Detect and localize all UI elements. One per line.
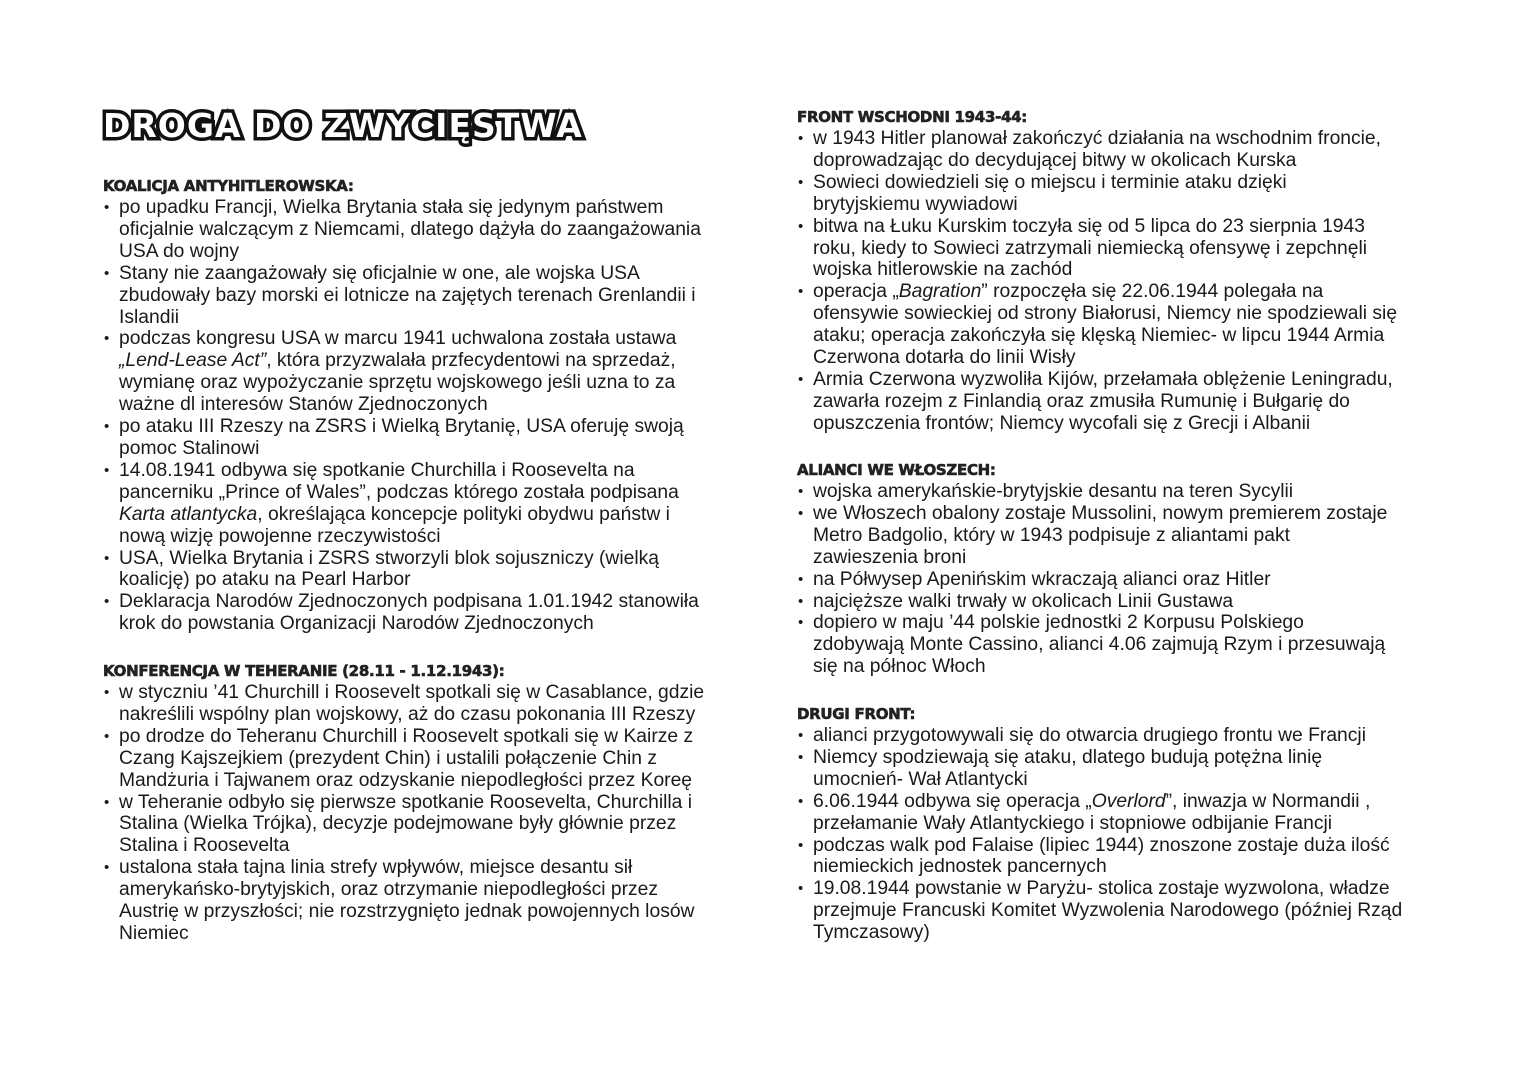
italic-term: Bagration [898, 281, 982, 303]
list-item [797, 369, 1397, 435]
list-item [103, 857, 704, 945]
item-text: w 1943 Hitler planował zakończyć działania na wschodnim froncie, doprowadzając do decydującej bitwy w okolicach Kurska [813, 128, 1382, 171]
item-text: alianci przygotowywali się do otwarcia drugiego frontu we Francji [813, 725, 1366, 746]
section-teheran [103, 660, 704, 945]
item-text: najcięższe walki trwały w okolicach Linii Gustawa [813, 590, 1234, 612]
section-heading: ALIANCI WE WŁOSZECH: [797, 461, 996, 479]
item-text: 19.08.1944 powstanie w Paryżu- stolica zostaje wyzwolona, władze przejmuje Francuski Komitet Wyzwolenia Narodowego (później Rząd Tymczasowy) [813, 878, 1403, 944]
item-text: podczas kongresu USA w marcu 1941 uchwalona została ustawa [119, 328, 677, 350]
list-item [797, 569, 1387, 591]
list-item [103, 792, 704, 858]
item-text: w Teheranie odbyło się pierwsze spotkanie Roosevelta, Churchilla i Stalina (Wielka Trójka), decyzje podejmowane były głównie przez Stalina i Roosevelta [119, 791, 693, 857]
list-item [103, 416, 701, 460]
item-text: we Włoszech obalony zostaje Mussolini, nowym premierem zostaje Metro Badgolio, który w 1943 podpisuje z aliantami pakt zawieszenia broni [813, 502, 1388, 568]
item-text: Deklaracja Narodów Zjednoczonych podpisana 1.01.1942 stanowiła krok do powstania Organizacji Narodów Zjednoczonych [119, 591, 699, 635]
item-text: ”, inwazja w Normandii , przełamanie Wały Atlantyckiego i stopniowe odbijanie Francji [813, 790, 1371, 834]
section-alianci-we-wloszech [797, 459, 1387, 678]
item-text: Armia Czerwona wyzwoliła Kijów, przełamała oblężenie Leningradu, zawarła rozejm z Finlandią oraz zmusiła Rumunię i Bułgarię do opuszczenia frontów; Niemcy wycofali się z Grecji i Albanii [813, 368, 1393, 434]
list-item [103, 328, 701, 416]
bullet-list [797, 128, 1397, 435]
list-item [797, 172, 1397, 216]
list-item [103, 726, 704, 792]
section-drugi-front [797, 703, 1402, 944]
list-item [103, 460, 701, 548]
list-item [797, 281, 1397, 369]
list-item [103, 197, 701, 263]
item-text: 6.06.1944 odbywa się operacja „ [813, 790, 1092, 812]
item-text: podczas walk pod Falaise (lipiec 1944) znoszone zostaje duża ilość niemieckich jednostek pancernych [813, 834, 1390, 878]
list-item [797, 612, 1387, 678]
list-item [797, 791, 1402, 835]
list-item [797, 216, 1397, 282]
list-item [797, 878, 1402, 944]
item-text: , która przyzwalała przfecydentowi na sprzedaż, wymianę oraz wypożyczanie sprzętu wojskowego jeśli uzna to za ważne dl interesów Stanów Zjednoczonych [119, 350, 676, 416]
bullet-list [797, 725, 1402, 944]
page-title: DROGA DO ZWYCIĘSTWA [103, 106, 583, 145]
bullet-list [797, 481, 1387, 678]
item-text: USA, Wielka Brytania i ZSRS stworzyli blok sojuszniczy (wielką koalicję) po ataku na Pearl Harbor [119, 547, 660, 591]
bullet-list [103, 682, 704, 945]
item-text: bitwa na Łuku Kurskim toczyła się od 5 lipca do 23 sierpnia 1943 roku, kiedy to Sowieci zatrzymali niemiecką ofensywę i zepchnęli wojska hitlerowskie na zachód [813, 215, 1368, 281]
item-text: w styczniu ’41 Churchill i Roosevelt spotkali się w Casablance, gdzie nakreślili wspólny plan wojskowy, aż do czasu pokonania III Rzeszy [119, 682, 705, 725]
section-heading: KOALICJA ANTYHITLEROWSKA: [103, 177, 354, 195]
list-item [797, 481, 1387, 503]
item-text: wojska amerykańskie-brytyjskie desantu na teren Sycylii [813, 481, 1294, 502]
list-item [103, 263, 701, 329]
item-text: 14.08.1941 odbywa się spotkanie Churchilla i Roosevelta na pancerniku „Prince of Wales”, podczas którego została podpisana [119, 459, 679, 503]
section-front-wschodni [797, 106, 1397, 435]
item-text: na Półwysep Apenińskim wkraczają alianci oraz Hitler [813, 568, 1271, 590]
item-text: po upadku Francji, Wielka Brytania stała się jedynym państwem oficjalnie walczącym z Niemcami, dlatego dążyła do zaangażowania USA do wojny [119, 197, 701, 262]
bullet-list [103, 197, 701, 635]
list-item [797, 128, 1397, 172]
item-text: po ataku III Rzeszy na ZSRS i Wielką Brytanię, USA oferuję swoją pomoc Stalinowi [119, 416, 684, 459]
section-koalicja [103, 175, 701, 635]
item-text: Stany nie zaangażowały się oficjalnie w one, ale wojska USA zbudowały bazy morski ei lotnicze na zajętych terenach Grenlandii i Islandii [119, 262, 696, 328]
item-text: , określająca koncepcje polityki obydwu państw i nową wizję powojenne rzeczywistości [119, 503, 670, 547]
italic-term: Overlord [1091, 790, 1166, 812]
section-heading: FRONT WSCHODNI 1943-44: [797, 108, 1027, 126]
list-item [103, 548, 701, 592]
list-item [797, 503, 1387, 569]
item-text: ustalona stała tajna linia strefy wpływów, miejsce desantu sił amerykańsko-brytyjskich, oraz otrzymanie niepodległości przez Austrię w przyszłości; nie rozstrzygnięto jednak powojennych losów Niemiec [119, 857, 695, 944]
list-item [103, 682, 704, 726]
section-heading: DRUGI FRONT: [797, 705, 916, 723]
item-text: Niemcy spodziewają się ataku, dlatego budują potężna linię umocnień- Wał Atlantycki [813, 746, 1323, 790]
list-item [103, 591, 701, 635]
item-text: Sowieci dowiedzieli się o miejscu i terminie ataku dzięki brytyjskiemu wywiadowi [813, 171, 1287, 215]
italic-term: Karta atlantycka [119, 503, 258, 525]
item-text: po drodze do Teheranu Churchill i Roosevelt spotkali się w Kairze z Czang Kajszejkiem (prezydent Chin) i ustalili połączenie Chin z Mandżuria i Tajwanem oraz odzyskanie niepodległości przez Koreę [119, 725, 694, 791]
section-heading: KONFERENCJA W TEHERANIE (28.11 - 1.12.1943): [103, 662, 505, 680]
item-text: operacja „ [813, 281, 899, 303]
list-item [797, 591, 1387, 613]
list-item [797, 747, 1402, 791]
list-item [797, 725, 1402, 747]
item-text: dopiero w maju ’44 polskie jednostki 2 Korpusu Polskiego zdobywają Monte Cassino, alianci 4.06 zajmują Rzym i przesuwają się na północ Włoch [813, 612, 1386, 678]
italic-term: „Lend-Lease Act” [119, 350, 267, 372]
list-item [797, 835, 1402, 879]
item-text: ” rozpoczęła się 22.06.1944 polegała na ofensywie sowieckiej od strony Białorusi, Niemcy nie spodziewali się ataku; operacja zakończyła się klęską Niemiec- w lipcu 1944 Armia Czerwona dotarła do linii Wisły [813, 281, 1398, 369]
